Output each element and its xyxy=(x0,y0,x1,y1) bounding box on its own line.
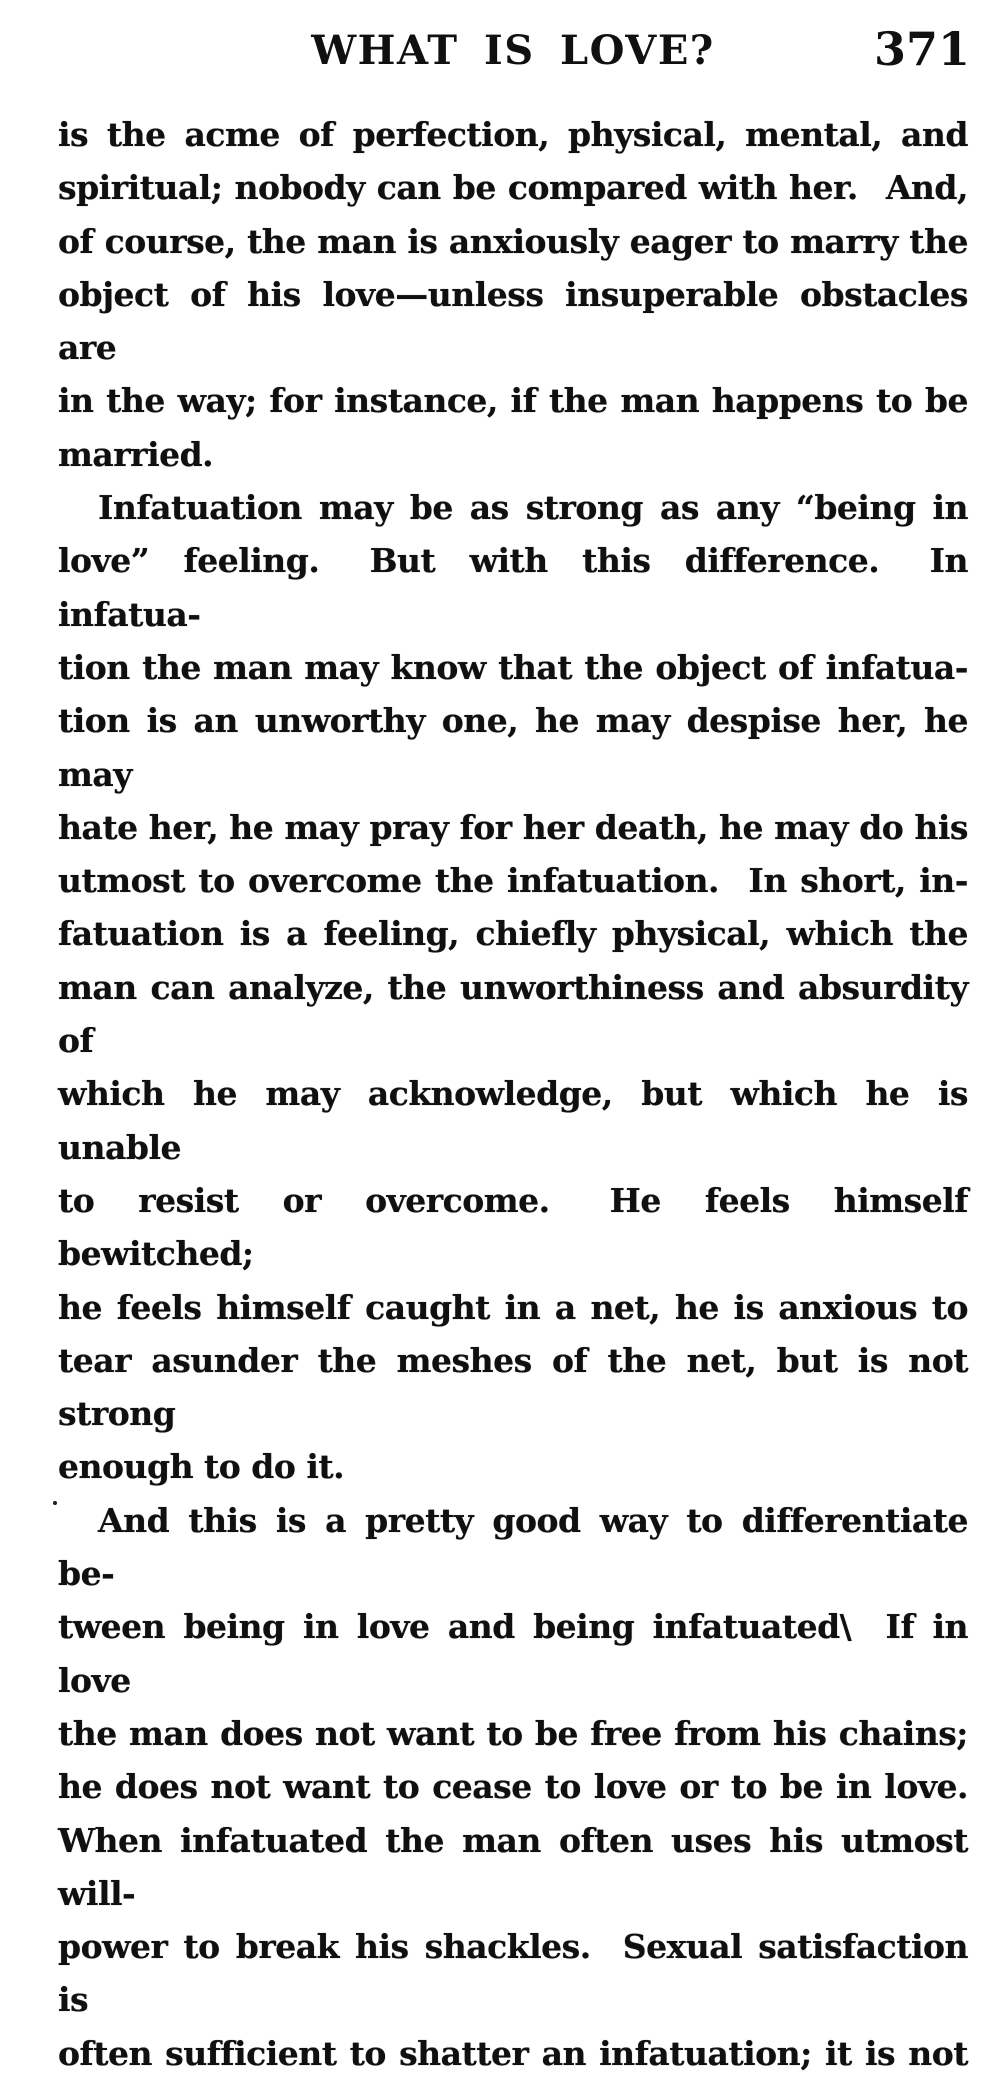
text-line: is the acme of perfection, physical, mental, and xyxy=(58,115,968,154)
text-line: he feels himself caught in a net, he is anxious to xyxy=(58,1287,968,1327)
text-line: tion is an unworthy one, he may despise her, he may xyxy=(58,701,968,794)
text-line: often sufficient to shatter an infatuation; it is not xyxy=(58,2033,968,2073)
text-line: And this is a pretty good way to differentiate be- xyxy=(58,1500,968,1594)
text-line: Infatuation may be as strong as any “being in xyxy=(98,488,968,528)
paragraph xyxy=(58,108,968,481)
text-line: married. xyxy=(58,434,214,474)
text-line: enough to do it. xyxy=(58,1447,345,1487)
text-line: spiritual; nobody can be compared with her. And, xyxy=(58,168,968,208)
text-line: When infatuated the man often uses his utmost will- xyxy=(58,1820,968,1913)
text-line: he does not want to cease to love or to be in love. xyxy=(58,1767,968,1807)
text-line: fatuation is a feeling, chiefly physical, which the xyxy=(58,914,968,954)
paragraph xyxy=(58,481,968,1494)
text-line: the man does not want to be free from his chains; xyxy=(58,1713,968,1753)
text-line: hate her, he may pray for her death, he may do his xyxy=(58,807,968,847)
text-line: tion the man may know that the object of infatua- xyxy=(58,647,968,687)
text-line: in the way; for instance, if the man happens to be xyxy=(58,381,968,421)
text-line: of course, the man is anxiously eager to marry the xyxy=(58,221,968,261)
text-line: object of his love—unless insuperable obstacles are xyxy=(58,274,968,368)
text-line: man can analyze, the unworthiness and absurdity of xyxy=(58,967,968,1061)
text-line: tear asunder the meshes of the net, but is not strong xyxy=(58,1340,968,1434)
scan-speck xyxy=(53,1501,57,1505)
text-line: which he may acknowledge, but which he is unable xyxy=(58,1074,968,1167)
text-line: utmost to overcome the infatuation. In short, in- xyxy=(58,861,968,901)
text-line: tween being in love and being infatuated\ If in love xyxy=(58,1607,968,1700)
page-header-title: WHAT IS LOVE? xyxy=(311,27,715,74)
text-line: love” feeling. But with this difference. In infatua- xyxy=(58,541,968,634)
page-number: 371 xyxy=(873,22,970,76)
text-line: to resist or overcome. He feels himself bewitched; xyxy=(58,1180,968,1274)
text-line: power to break his shackles. Sexual satisfaction is xyxy=(58,1927,968,2020)
page-body xyxy=(58,108,968,2080)
paragraph xyxy=(58,1494,968,2080)
